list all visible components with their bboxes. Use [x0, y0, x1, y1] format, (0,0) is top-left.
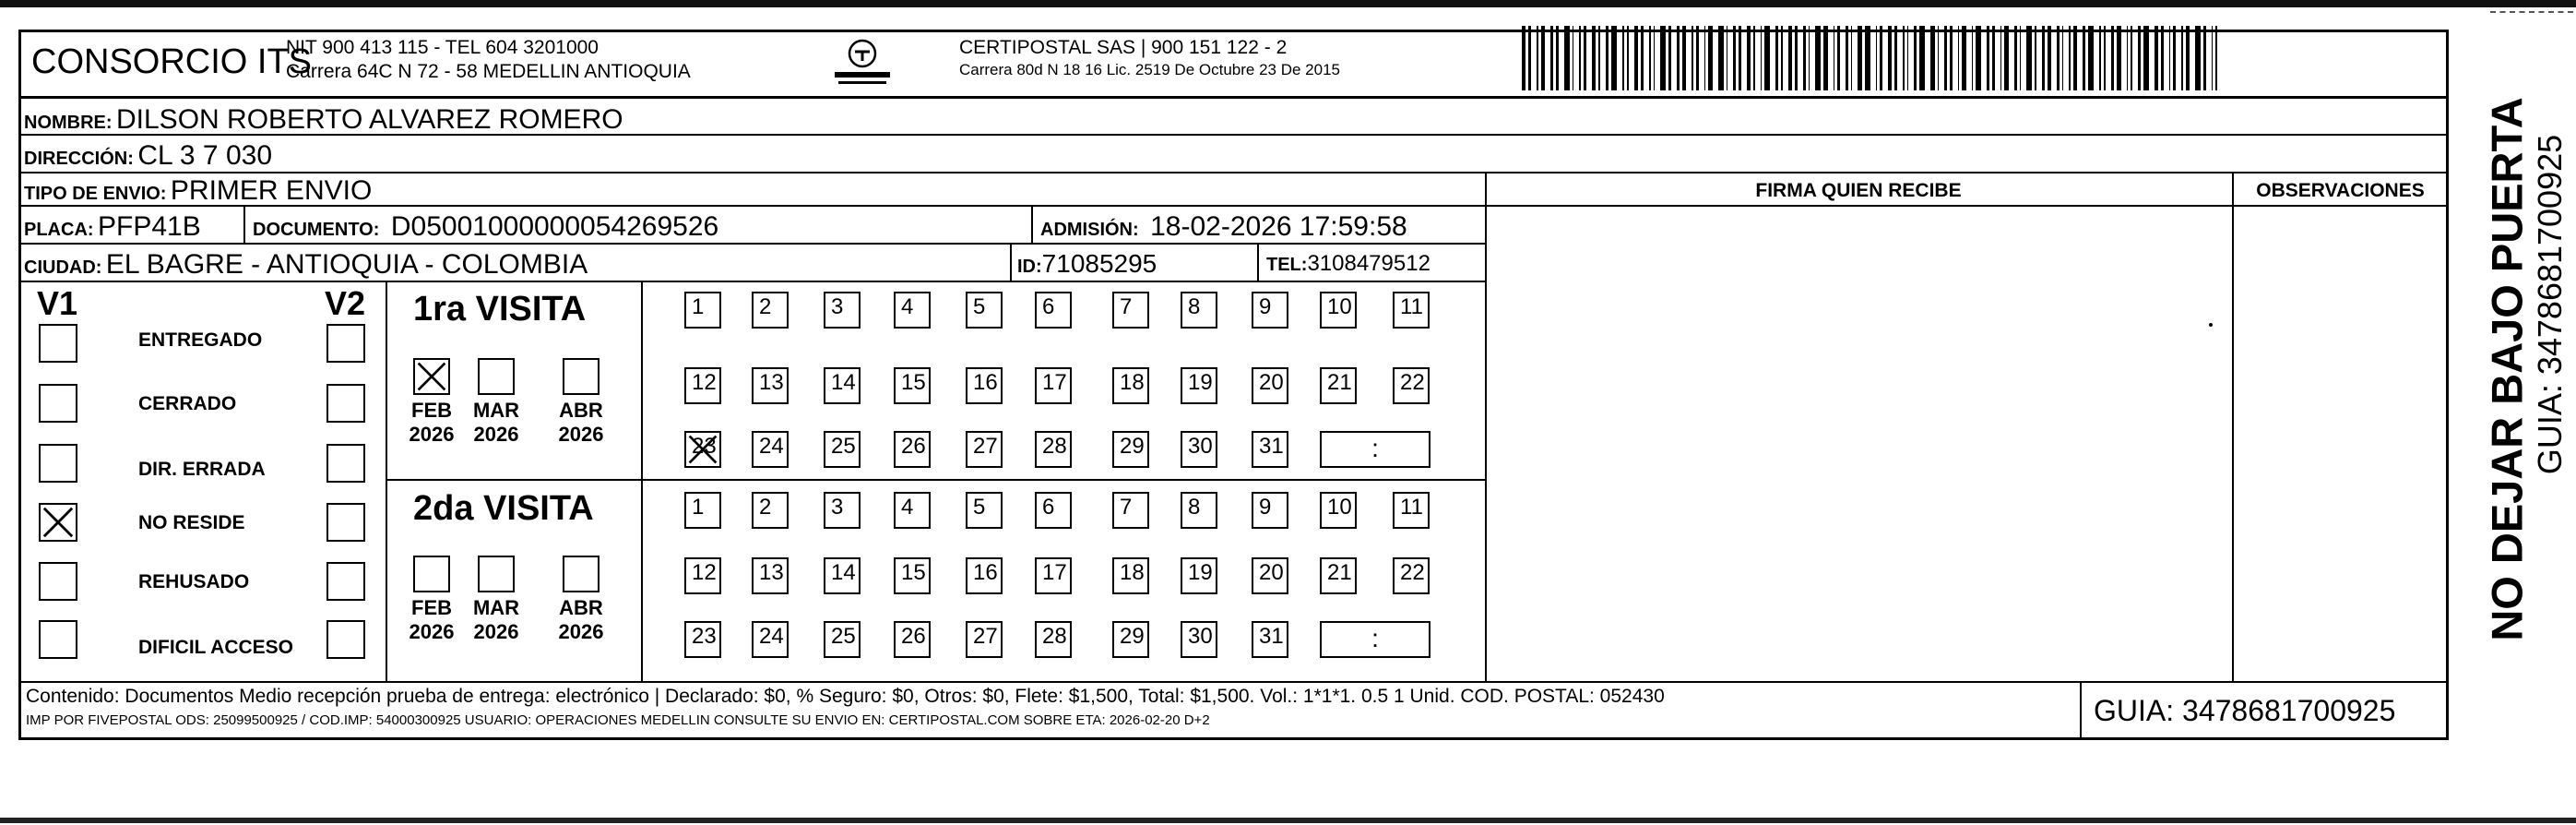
bottom-rule: [0, 818, 2576, 823]
guia-box-text: GUIA: 3478681700925: [2094, 694, 2396, 727]
day-box[interactable]: [684, 431, 721, 468]
day-number: 2: [759, 294, 772, 319]
day-number: 10: [1327, 495, 1352, 520]
day-number: 21: [1327, 560, 1352, 585]
day-number: 9: [1259, 495, 1272, 520]
day-box[interactable]: [1035, 292, 1072, 329]
day-number: 23: [692, 434, 717, 459]
id-value: 71085295: [1041, 249, 1157, 278]
day-box[interactable]: [1320, 492, 1357, 529]
day-number: 26: [901, 624, 926, 649]
day-number: 6: [1042, 294, 1055, 319]
month-year: 2026: [473, 620, 519, 643]
day-number: 14: [831, 560, 856, 585]
day-box[interactable]: [752, 431, 789, 468]
time-box[interactable]: [1320, 431, 1430, 468]
carrier-name: CERTIPOSTAL SAS | 900 151 122 - 2: [959, 37, 1288, 58]
status-label: REHUSADO: [138, 571, 250, 592]
month-name: FEB: [411, 596, 452, 619]
day-number: 27: [973, 624, 998, 649]
day-number: 1: [692, 495, 705, 520]
day-box[interactable]: [894, 431, 931, 468]
month-label: [467, 596, 526, 644]
day-box[interactable]: [1035, 431, 1072, 468]
day-number: 12: [692, 560, 717, 585]
admission-value: 18-02-2026 17:59:58: [1150, 211, 1407, 242]
day-number: 2: [759, 495, 772, 520]
v2-status-checkbox[interactable]: [326, 503, 365, 542]
day-number: 5: [973, 495, 986, 520]
month-checkbox[interactable]: [413, 358, 450, 395]
day-box[interactable]: [824, 492, 861, 529]
day-box[interactable]: [894, 557, 931, 594]
day-number: 17: [1042, 370, 1067, 395]
day-number: 20: [1259, 560, 1284, 585]
day-number: 11: [1400, 294, 1423, 319]
day-box[interactable]: [1181, 492, 1217, 529]
status-label: CERRADO: [138, 393, 237, 414]
day-number: 7: [1120, 495, 1133, 520]
day-box[interactable]: [1252, 367, 1288, 404]
day-box[interactable]: [1181, 621, 1217, 658]
id-label: ID:: [1017, 257, 1042, 277]
day-box[interactable]: [824, 621, 861, 658]
day-box[interactable]: [1252, 292, 1288, 329]
day-number: 6: [1042, 495, 1055, 520]
send-type-label: TIPO DE ENVIO:: [24, 184, 167, 204]
day-box[interactable]: [1393, 367, 1430, 404]
company-nit: NIT 900 413 115 - TEL 604 3201000: [286, 37, 599, 58]
day-box[interactable]: [1181, 557, 1217, 594]
month-checkbox[interactable]: [478, 358, 515, 395]
day-number: 13: [759, 560, 784, 585]
v2-status-checkbox[interactable]: [326, 620, 365, 659]
month-year: 2026: [409, 620, 455, 643]
company-name: CONSORCIO ITS: [31, 42, 313, 81]
day-number: 23: [692, 624, 717, 649]
day-number: 22: [1400, 560, 1425, 585]
day-box[interactable]: [1112, 621, 1149, 658]
time-box-text: :: [1371, 434, 1379, 462]
day-number: 25: [831, 624, 856, 649]
tel-label: TEL:: [1266, 255, 1308, 275]
v1-status-checkbox[interactable]: [39, 384, 77, 423]
send-type: PRIMER ENVIO: [170, 175, 373, 206]
day-box[interactable]: [752, 292, 789, 329]
side-guia: GUIA: 3478681700925: [2531, 134, 2569, 475]
day-box[interactable]: [752, 367, 789, 404]
pen-dot: [2209, 323, 2213, 327]
time-box[interactable]: [1320, 621, 1430, 658]
day-box[interactable]: [752, 557, 789, 594]
day-box[interactable]: [824, 292, 861, 329]
day-box[interactable]: [684, 621, 721, 658]
day-box[interactable]: [752, 621, 789, 658]
day-number: 20: [1259, 370, 1284, 395]
day-box[interactable]: [824, 431, 861, 468]
day-box[interactable]: [1112, 431, 1149, 468]
day-box[interactable]: [1181, 292, 1217, 329]
day-box[interactable]: [894, 621, 931, 658]
day-box[interactable]: [1112, 292, 1149, 329]
corner-dash: [2490, 11, 2573, 13]
barcode: [1522, 26, 2223, 90]
company-address: Carrera 64C N 72 - 58 MEDELLIN ANTIOQUIA: [286, 61, 691, 82]
day-box[interactable]: [1181, 431, 1217, 468]
shipping-label-frame: [18, 30, 2449, 740]
day-box[interactable]: [1393, 557, 1430, 594]
day-number: 19: [1188, 370, 1213, 395]
month-checkbox[interactable]: [563, 556, 599, 592]
day-box[interactable]: [1252, 492, 1288, 529]
month-checkbox[interactable]: [478, 556, 515, 592]
month-label: [552, 399, 611, 447]
day-number: 29: [1120, 624, 1145, 649]
day-box[interactable]: [824, 367, 861, 404]
day-number: 5: [973, 294, 986, 319]
status-label: DIFICIL ACCESO: [138, 637, 294, 658]
day-number: 3: [831, 495, 844, 520]
plate-value: PFP41B: [98, 211, 201, 242]
day-box[interactable]: [1112, 367, 1149, 404]
recipient-name: DILSON ROBERTO ALVAREZ ROMERO: [116, 104, 623, 135]
no-dejar-notice: NO DEJAR BAJO PUERTA: [2482, 97, 2532, 641]
day-number: 19: [1188, 560, 1213, 585]
time-box-text: :: [1371, 624, 1379, 652]
day-number: 17: [1042, 560, 1067, 585]
day-box[interactable]: [1112, 557, 1149, 594]
day-box[interactable]: [1112, 492, 1149, 529]
v1-status-checkbox[interactable]: [39, 620, 77, 659]
day-number: 30: [1188, 624, 1213, 649]
day-box[interactable]: [966, 292, 1003, 329]
month-name: FEB: [411, 399, 452, 422]
day-number: 29: [1120, 434, 1145, 459]
month-year: 2026: [558, 620, 604, 643]
day-number: 9: [1259, 294, 1272, 319]
address-label: DIRECCIÓN:: [24, 149, 134, 169]
day-number: 31: [1259, 624, 1284, 649]
month-name: ABR: [559, 399, 603, 422]
recipient-address: CL 3 7 030: [137, 140, 273, 171]
v1-label: V1: [37, 284, 78, 322]
day-number: 3: [831, 294, 844, 319]
day-number: 18: [1120, 560, 1145, 585]
day-box[interactable]: [1035, 492, 1072, 529]
day-box[interactable]: [684, 367, 721, 404]
day-box[interactable]: [1035, 621, 1072, 658]
content-line: Contenido: Documentos Medio recepción prueba de entrega: electrónico | Declarado: $0, % Seguro: $0, Otros: $0, Flete: $1,500, Total: $1,500. Vol.: 1*1*1. 0.5 1 Unid. COD. POSTAL: 052430: [26, 686, 1665, 707]
day-box[interactable]: [1035, 557, 1072, 594]
document-value: D05001000000054269526: [390, 211, 719, 242]
city-label: CIUDAD:: [24, 257, 102, 278]
day-box[interactable]: [966, 367, 1003, 404]
day-number: 26: [901, 434, 926, 459]
observations-header: OBSERVACIONES: [2256, 180, 2425, 201]
day-number: 31: [1259, 434, 1284, 459]
v1-status-checkbox[interactable]: [39, 324, 77, 363]
month-name: ABR: [559, 596, 603, 619]
day-number: 18: [1120, 370, 1145, 395]
imp-line: IMP POR FIVEPOSTAL ODS: 25099500925 / COD.IMP: 54000300925 USUARIO: OPERACIONES MEDELLIN CONSULTE SU ENVIO EN: CERTIPOSTAL.COM SOBRE ETA: 2026-02-20 D+2: [26, 712, 1210, 728]
day-number: 28: [1042, 624, 1067, 649]
v2-status-checkbox[interactable]: [326, 384, 365, 423]
month-year: 2026: [409, 423, 455, 446]
certipostal-logo: [825, 35, 899, 90]
v1-status-checkbox[interactable]: [39, 562, 77, 601]
status-label: NO RESIDE: [138, 512, 245, 533]
day-box[interactable]: [1252, 431, 1288, 468]
day-box[interactable]: [1320, 557, 1357, 594]
day-box[interactable]: [1035, 367, 1072, 404]
day-box[interactable]: [824, 557, 861, 594]
day-number: 16: [973, 370, 998, 395]
day-number: 15: [901, 560, 926, 585]
day-number: 21: [1327, 370, 1352, 395]
day-number: 16: [973, 560, 998, 585]
city-value: EL BAGRE - ANTIOQUIA - COLOMBIA: [105, 249, 588, 280]
plate-label: PLACA:: [24, 220, 94, 240]
day-box[interactable]: [1393, 492, 1430, 529]
document-label: DOCUMENTO:: [253, 220, 380, 240]
month-year: 2026: [558, 423, 604, 446]
second-visit-title: 2da VISITA: [413, 489, 594, 528]
v2-label: V2: [325, 284, 366, 322]
day-number: 1: [692, 294, 705, 319]
day-box[interactable]: [1393, 292, 1430, 329]
day-number: 27: [973, 434, 998, 459]
day-box[interactable]: [966, 492, 1003, 529]
v2-status-checkbox[interactable]: [326, 444, 365, 483]
day-number: 8: [1188, 294, 1201, 319]
day-number: 8: [1188, 495, 1201, 520]
v2-status-checkbox[interactable]: [326, 562, 365, 601]
day-number: 28: [1042, 434, 1067, 459]
day-number: 13: [759, 370, 784, 395]
month-name: MAR: [472, 596, 520, 619]
day-number: 25: [831, 434, 856, 459]
status-label: DIR. ERRADA: [138, 459, 266, 480]
day-number: 14: [831, 370, 856, 395]
v1-status-checkbox[interactable]: [39, 444, 77, 483]
day-box[interactable]: [966, 557, 1003, 594]
v1-status-checkbox[interactable]: [39, 503, 77, 542]
top-rule: [0, 0, 2576, 7]
day-number: 22: [1400, 370, 1425, 395]
v2-status-checkbox[interactable]: [326, 324, 365, 363]
day-box[interactable]: [684, 292, 721, 329]
day-box[interactable]: [1252, 621, 1288, 658]
day-box[interactable]: [1181, 367, 1217, 404]
day-box[interactable]: [894, 292, 931, 329]
status-label: ENTREGADO: [138, 329, 263, 351]
day-number: 11: [1400, 495, 1423, 520]
day-number: 12: [692, 370, 717, 395]
day-number: 30: [1188, 434, 1213, 459]
day-box[interactable]: [684, 557, 721, 594]
tel-value: 3108479512: [1307, 251, 1430, 276]
day-number: 24: [759, 434, 784, 459]
month-checkbox[interactable]: [563, 358, 599, 395]
day-number: 15: [901, 370, 926, 395]
day-box[interactable]: [752, 492, 789, 529]
day-box[interactable]: [894, 492, 931, 529]
day-number: 4: [901, 495, 914, 520]
month-year: 2026: [473, 423, 519, 446]
day-box[interactable]: [1252, 557, 1288, 594]
month-label: [552, 596, 611, 644]
day-number: 4: [901, 294, 914, 319]
day-box[interactable]: [966, 431, 1003, 468]
month-label: [402, 596, 461, 644]
admission-label: ADMISIÓN:: [1040, 220, 1139, 240]
day-box[interactable]: [1320, 292, 1357, 329]
first-visit-title: 1ra VISITA: [413, 290, 587, 329]
carrier-address: Carrera 80d N 18 16 Lic. 2519 De Octubre 23 De 2015: [959, 61, 1340, 78]
day-number: 7: [1120, 294, 1133, 319]
day-box[interactable]: [966, 621, 1003, 658]
day-box[interactable]: [684, 492, 721, 529]
day-box[interactable]: [894, 367, 931, 404]
name-label: NOMBRE:: [24, 113, 113, 133]
signature-header: FIRMA QUIEN RECIBE: [1755, 180, 1962, 201]
day-number: 10: [1327, 294, 1352, 319]
day-number: 24: [759, 624, 784, 649]
month-checkbox[interactable]: [413, 556, 450, 592]
month-label: [402, 399, 461, 447]
month-name: MAR: [472, 399, 520, 422]
month-label: [467, 399, 526, 447]
day-box[interactable]: [1320, 367, 1357, 404]
